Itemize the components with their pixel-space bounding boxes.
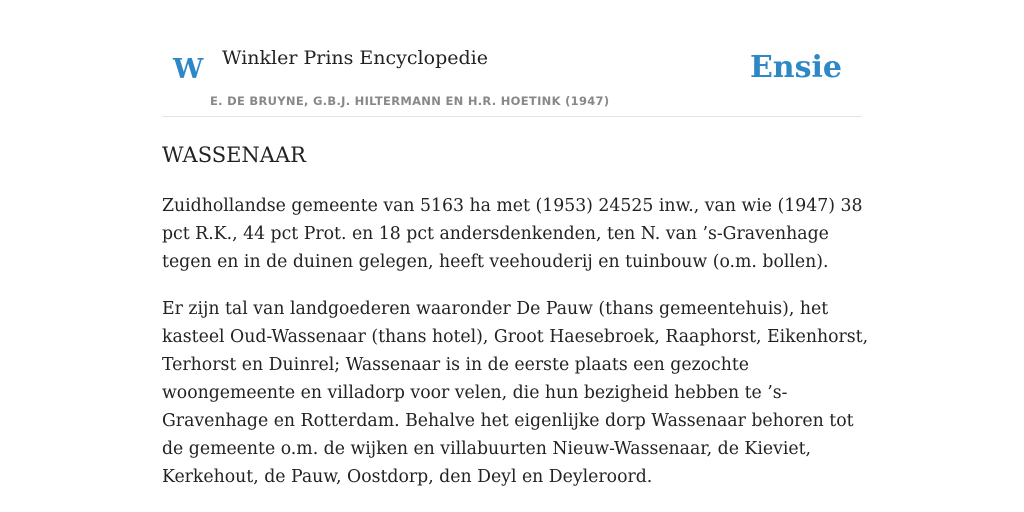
entry-content <box>162 192 872 510</box>
entry-paragraph: Er zijn tal van landgoederen waaronder De Pauw (thans gemeentehuis), het kasteel Oud-Wassenaar (thans hotel), Groot Haesebroek, Raaphorst, Eikenhorst, Terhorst en Duinrel; Wassenaar is in de eerste plaats een gezochte woongemeente en villadorp voor velen, die hun bezigheid hebben te ’s-Gravenhage en Rotterdam. Behalve het eigenlijke dorp Wassenaar behoren tot de gemeente o.m. de wijken en villabuurten Nieuw-Wassenaar, de Kieviet, Kerkehout, de Pauw, Oostdorp, den Deyl en Deyleroord. <box>162 299 869 487</box>
book-title[interactable]: Winkler Prins Encyclopedie <box>222 47 488 69</box>
entry-paragraph: Zuidhollandse gemeente van 5163 ha met (1953) 24525 inw., van wie (1947) 38 pct R.K., 44 pct Prot. en 18 pct andersdenkenden, ten N. van ’s-Gravenhage tegen en in de duinen gelegen, heeft veehouderij en tuinbouw (o.m. bollen). <box>162 196 863 272</box>
header <box>162 36 862 117</box>
encyclopedia-logo-icon[interactable]: W <box>173 54 204 85</box>
book-authors: E. DE BRUYNE, G.B.J. HILTERMANN EN H.R. HOETINK (1947) <box>210 94 610 108</box>
ensie-logo[interactable]: Ensie <box>749 50 842 85</box>
entry-title: WASSENAAR <box>162 143 306 167</box>
